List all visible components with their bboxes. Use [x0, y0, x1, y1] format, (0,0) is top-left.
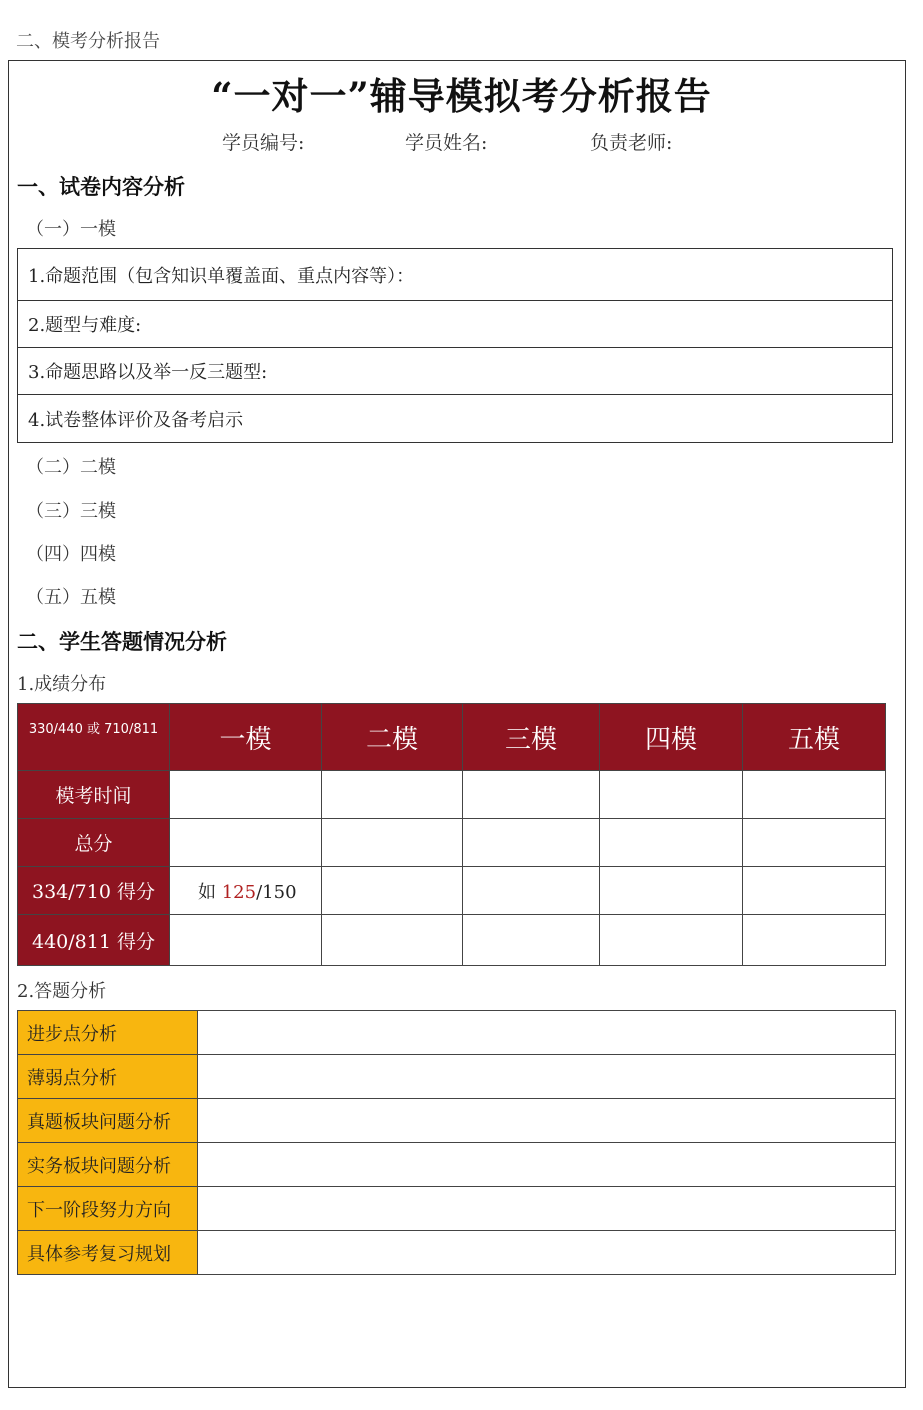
analysis-row-approach: 3.命题思路以及举一反三题型: — [18, 348, 892, 395]
row-label-334: 334/710 得分 — [18, 867, 170, 915]
analysis-row-type: 2.题型与难度: — [18, 301, 892, 348]
example-score-cell — [170, 867, 322, 915]
answer-analysis-label: 2.答题分析 — [17, 981, 107, 1002]
col-mock4: 四模 — [600, 704, 743, 771]
answer-row — [18, 1099, 896, 1143]
example-prefix: 如 — [198, 881, 222, 903]
mock4-label: （四）四模 — [26, 544, 116, 565]
answer-row — [18, 1011, 896, 1055]
score-corner-cell: 330/440 或 710/811 — [18, 704, 170, 771]
score-row-334 — [18, 867, 886, 915]
score-cell — [463, 867, 600, 915]
row-label-total: 总分 — [18, 819, 170, 867]
analysis-row-scope: 1.命题范围（包含知识单覆盖面、重点内容等）： — [18, 249, 892, 301]
report-title: “一对一”辅导模拟考分析报告 — [211, 74, 712, 118]
score-cell — [600, 771, 743, 819]
answer-row-blank — [198, 1143, 896, 1187]
score-cell — [170, 771, 322, 819]
score-cell — [322, 867, 463, 915]
answer-analysis-table — [17, 1010, 896, 1275]
col-mock2: 二模 — [322, 704, 463, 771]
score-cell — [743, 819, 886, 867]
part2-heading: 二、学生答题情况分析 — [17, 630, 227, 654]
answer-row-blank — [198, 1187, 896, 1231]
score-cell — [743, 867, 886, 915]
answer-row-blank — [198, 1055, 896, 1099]
score-row-time — [18, 771, 886, 819]
mock5-label: （五）五模 — [26, 587, 116, 608]
score-cell — [322, 771, 463, 819]
student-name-label: 学员姓名: — [405, 132, 488, 154]
mock2-label: （二）二模 — [26, 457, 116, 478]
part1-heading: 一、试卷内容分析 — [17, 175, 185, 199]
section-label: 二、模考分析报告 — [16, 31, 160, 52]
col-mock5: 五模 — [743, 704, 886, 771]
score-cell — [322, 819, 463, 867]
answer-row — [18, 1055, 896, 1099]
score-header-row — [18, 704, 886, 771]
answer-row-blank — [198, 1099, 896, 1143]
score-cell — [322, 915, 463, 966]
mock1-analysis-box — [17, 248, 893, 443]
col-mock1: 一模 — [170, 704, 322, 771]
answer-row — [18, 1187, 896, 1231]
example-score: 125 — [221, 881, 257, 903]
score-cell — [600, 867, 743, 915]
score-cell — [463, 819, 600, 867]
example-total: /150 — [256, 881, 297, 903]
score-distribution-label: 1.成绩分布 — [17, 674, 107, 695]
row-label-440: 440/811 得分 — [18, 915, 170, 966]
score-row-total — [18, 819, 886, 867]
score-cell — [463, 915, 600, 966]
mock1-label: （一）一模 — [26, 219, 116, 240]
answer-row-blank — [198, 1231, 896, 1275]
answer-row-label: 具体参考复习规划 — [18, 1231, 198, 1275]
score-cell — [170, 915, 322, 966]
col-mock3: 三模 — [463, 704, 600, 771]
score-cell — [600, 819, 743, 867]
score-cell — [463, 771, 600, 819]
answer-row-blank — [198, 1011, 896, 1055]
score-table — [17, 703, 886, 966]
answer-row-label: 实务板块问题分析 — [18, 1143, 198, 1187]
score-row-440 — [18, 915, 886, 966]
answer-row-label: 真题板块问题分析 — [18, 1099, 198, 1143]
answer-row — [18, 1143, 896, 1187]
mock3-label: （三）三模 — [26, 501, 116, 522]
student-id-label: 学员编号: — [222, 132, 305, 154]
answer-row-label: 薄弱点分析 — [18, 1055, 198, 1099]
analysis-row-evaluation: 4.试卷整体评价及备考启示 — [28, 409, 244, 431]
row-label-time: 模考时间 — [18, 771, 170, 819]
score-cell — [170, 819, 322, 867]
score-cell — [743, 771, 886, 819]
answer-row — [18, 1231, 896, 1275]
score-cell — [600, 915, 743, 966]
answer-row-label: 下一阶段努力方向 — [18, 1187, 198, 1231]
score-cell — [743, 915, 886, 966]
teacher-label: 负责老师: — [590, 132, 673, 154]
answer-row-label: 进步点分析 — [18, 1011, 198, 1055]
